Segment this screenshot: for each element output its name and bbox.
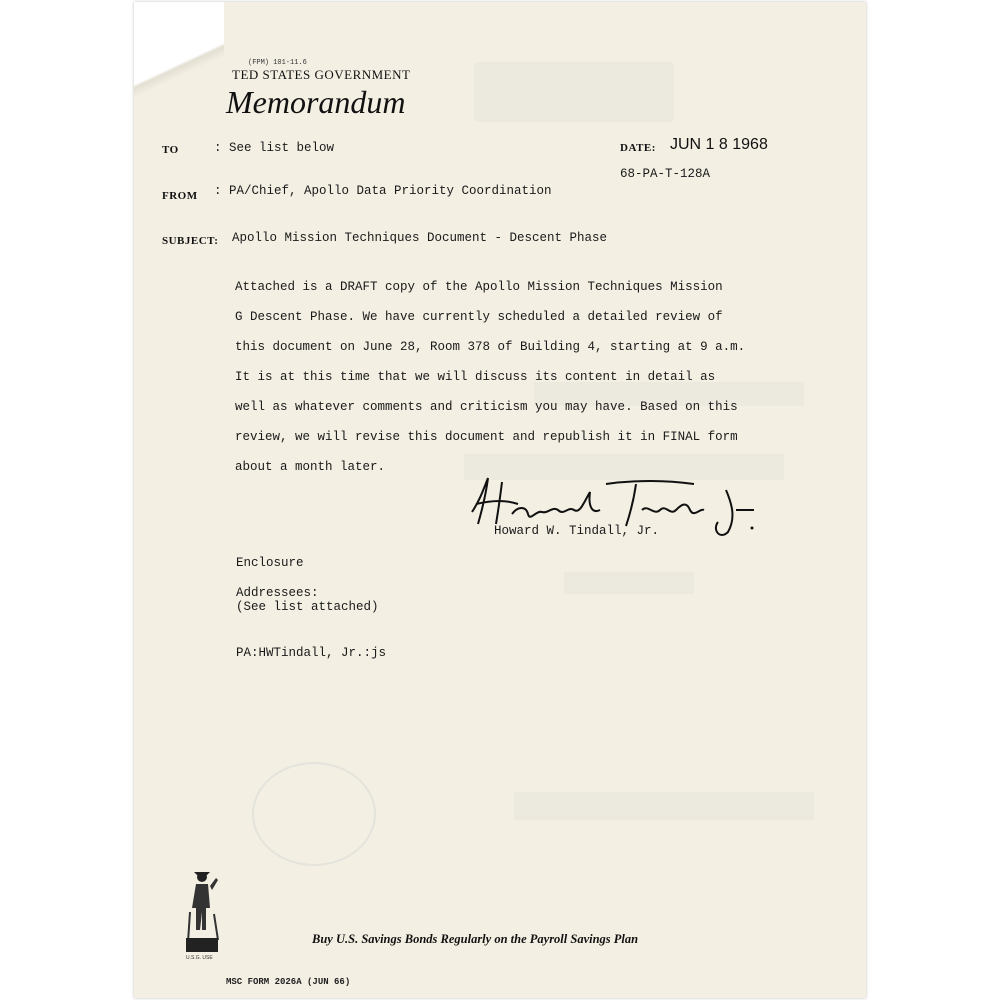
bleed-through-block [564,572,694,594]
addressees-label: Addressees: [236,586,319,600]
date-label: DATE: [620,142,656,154]
typist-initials: PA:HWTindall, Jr.:js [236,646,387,660]
memo-body: Attached is a DRAFT copy of the Apollo Mission Techniques Mission G Descent Phase. We have currently scheduled a detailed review of this document on June 28, Room 378 of Building 4, starting at 9 a.m. It is at this time that we will discuss its content in detail as well as whatever comments and criticism you may have. Based on this review, we will revise this document and republish it in FINAL form about a month later. [235,280,746,474]
from-label: FROM [162,190,198,202]
government-heading: TED STATES GOVERNMENT [232,67,411,82]
folded-corner [134,2,224,132]
addressees-note: (See list attached) [236,600,379,614]
to-label: TO [162,144,179,156]
form-number: MSC FORM 2026A (JUN 66) [226,977,351,987]
from-value: : PA/Chief, Apollo Data Priority Coordination [214,184,552,198]
subject-value: Apollo Mission Techniques Document - Descent Phase [232,231,608,245]
signer-name: Howard W. Tindall, Jr. [494,524,660,538]
to-value: : See list below [214,141,335,155]
subject-label: SUBJECT: [162,235,219,247]
savings-bonds-slogan: Buy U.S. Savings Bonds Regularly on the Payroll Savings Plan [312,932,639,946]
minuteman-icon [180,868,224,954]
form-code: (FPM) 101-11.6 [248,59,307,67]
bleed-through-block [514,792,814,820]
reference-number: 68-PA-T-128A [620,167,711,181]
bleed-through-block [474,62,674,122]
enclosure-note: Enclosure [236,556,304,570]
date-stamp: JUN 1 8 1968 [670,136,768,153]
memo-title: Memorandum [226,84,406,120]
bleed-through-logo [252,762,376,866]
union-label: U.S.G. USE [186,955,213,961]
